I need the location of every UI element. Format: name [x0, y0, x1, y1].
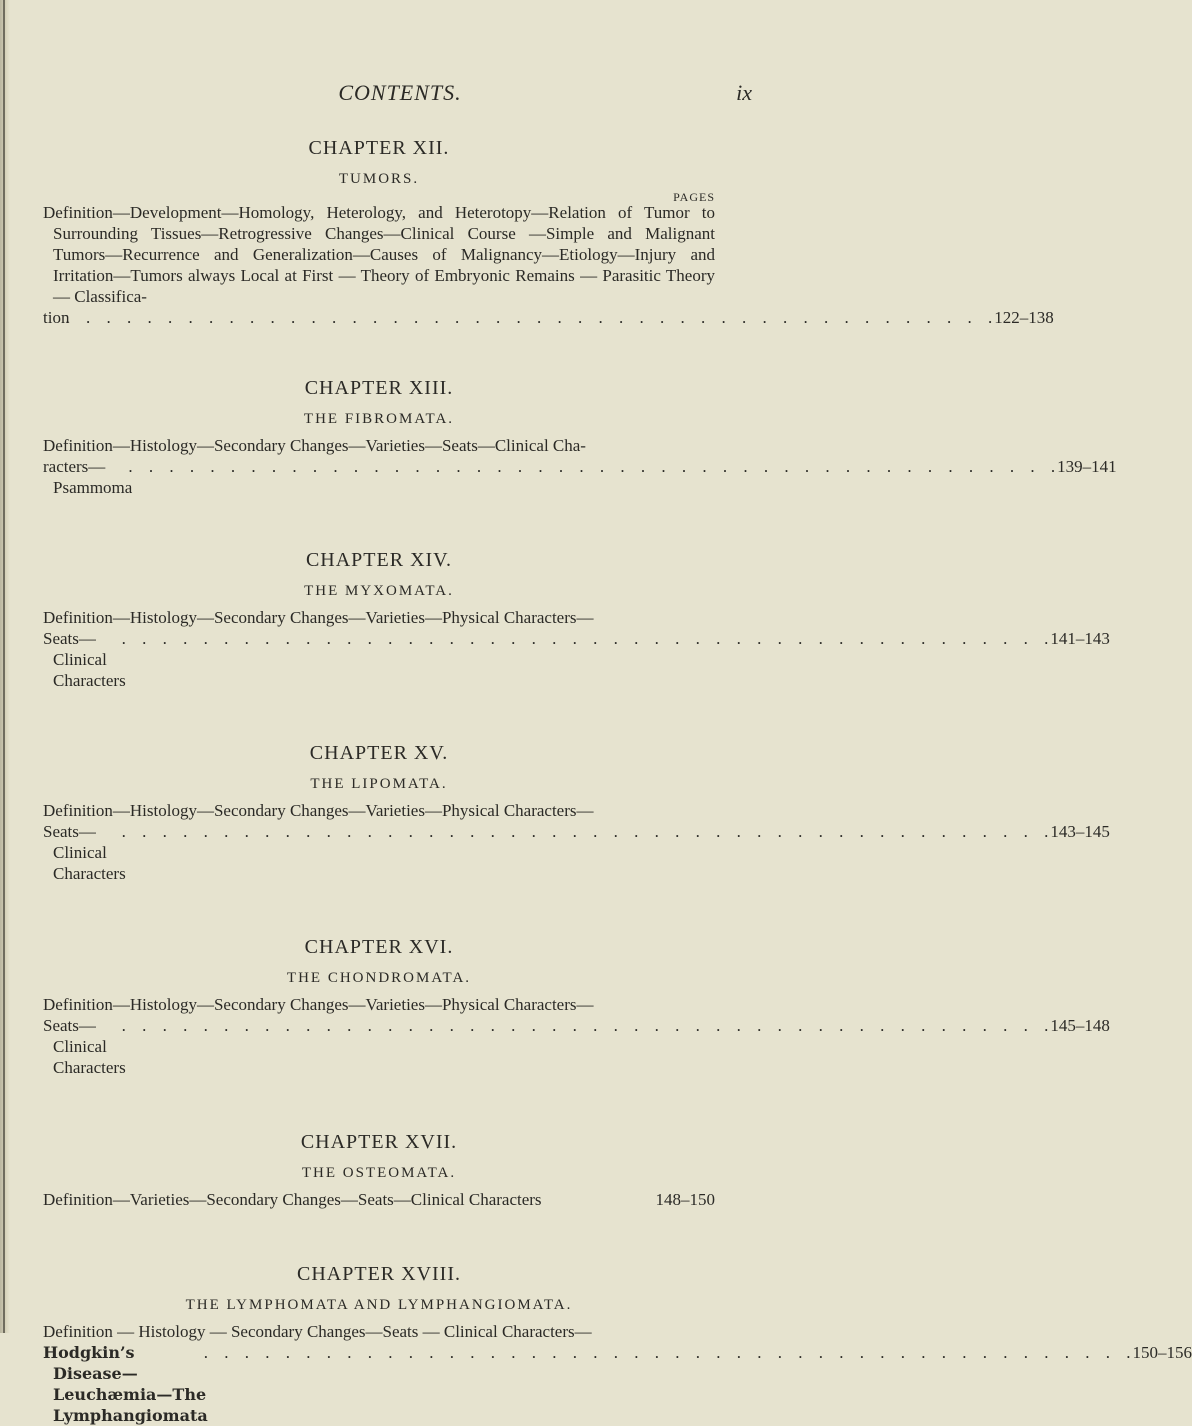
- chapter-subject: THE CHONDROMATA.: [286, 970, 472, 986]
- page-range: 141–143: [1050, 629, 1110, 648]
- leader-dots: . . . . . . . . . . . . . . . . . . . . . . . . . . . . . . . . . . . . . . . . . . . . . .: [121, 1016, 1055, 1035]
- leader-dots: . . . . . . . . . . . . . . . . . . . . . . . . . . . . . . . . . . . . . . . . . . . . . .: [65, 308, 999, 327]
- chapter-summary: Definition — Histology — Secondary Changes—Seats — Clinical Characters—: [43, 1322, 592, 1341]
- chapter-subject: THE LIPOMATA.: [310, 776, 448, 792]
- summary-last-line: Hodgkin’s Disease—Leuchæmia—The Lymphangiomata: [43, 1343, 208, 1425]
- chapter-page-line: [43, 1189, 715, 1210]
- chapter-title: CHAPTER XVII.: [300, 1131, 458, 1153]
- summary-last-line: Seats—Clinical Characters: [43, 629, 126, 690]
- chapter-subject: THE FIBROMATA.: [303, 411, 455, 427]
- summary-last-line: Seats—Clinical Characters: [43, 1016, 126, 1077]
- contents-body: [43, 135, 1192, 1426]
- page-range: 150–156: [1132, 1343, 1192, 1362]
- chapter-summary: Definition—Histology—Secondary Changes—Varieties—Physical Characters—: [43, 995, 594, 1014]
- chapter-subject: THE LYMPHOMATA AND LYMPHANGIOMATA.: [185, 1297, 573, 1313]
- chapter-xv: [43, 740, 1110, 884]
- chapter-page-line: [43, 1342, 1192, 1426]
- chapter-subject: THE OSTEOMATA.: [301, 1165, 457, 1181]
- page-range: 143–145: [1050, 822, 1110, 841]
- chapter-title: CHAPTER XV.: [309, 742, 449, 764]
- pages-column-label: PAGES: [673, 190, 715, 204]
- leader-dots: . . . . . . . . . . . . . . . . . . . . . . . . . . . . . . . . . . . . . . . . . . . . . .: [203, 1343, 1137, 1362]
- running-title: CONTENTS.: [338, 80, 462, 105]
- chapter-xiii: [43, 375, 1117, 498]
- summary-last-line: tion: [43, 308, 70, 327]
- chapter-title: CHAPTER XVIII.: [297, 1263, 461, 1285]
- chapter-xvii: [43, 1129, 715, 1210]
- leader-dots: . . . . . . . . . . . . . . . . . . . . . . . . . . . . . . . . . . . . . . . . . . . . . .: [121, 629, 1055, 648]
- spine-line: [3, 0, 5, 1333]
- chapter-xii: [43, 135, 1054, 328]
- page-range: 145–148: [1050, 1016, 1110, 1035]
- chapter-page-line: [43, 1015, 1110, 1078]
- leader-dots: . . . . . . . . . . . . . . . . . . . . . . . . . . . . . . . . . . . . . . . . . . . . . .: [121, 822, 1055, 841]
- chapter-page-line: [43, 821, 1110, 884]
- chapter-page-line: [43, 628, 1110, 691]
- chapter-xviii: [43, 1261, 1192, 1426]
- chapter-page-line: [43, 307, 1054, 328]
- page-range: 148–150: [655, 1190, 715, 1209]
- page-range: 139–141: [1057, 457, 1117, 476]
- chapter-summary: Definition—Histology—Secondary Changes—Varieties—Seats—Clinical Cha-: [43, 436, 586, 455]
- summary-last-line: Seats—Clinical Characters: [43, 822, 126, 883]
- chapter-subject: THE MYXOMATA.: [304, 583, 454, 599]
- summary-last-line: racters—Psammoma: [43, 457, 133, 497]
- page-range: 122–138: [994, 308, 1054, 327]
- chapter-page-line: [43, 456, 1117, 498]
- chapter-xvi: [43, 934, 1110, 1078]
- chapter-subject: TUMORS.: [338, 171, 420, 187]
- page-number: ix: [736, 80, 752, 105]
- chapter-summary: Definition—Histology—Secondary Changes—Varieties—Physical Characters—: [43, 608, 594, 627]
- chapter-summary: Definition—Development—Homology, Heterology, and Heterotopy—Relation of Tumor to Surrounding Tissues—Retrogressive Changes—Clinical Course —Simple and Malignant Tumors—Recurrence and Generalization—Causes of Malignancy—Etiology—Injury and Irritation—Tumors always Local at First — Theory of Embryonic Remains — Parasitic Theory — Classifica-: [43, 203, 715, 306]
- summary-last-line: Definition—Varieties—Secondary Changes—Seats—Clinical Characters: [43, 1190, 542, 1209]
- chapter-title: CHAPTER XII.: [308, 137, 450, 159]
- chapter-title: CHAPTER XIV.: [305, 549, 453, 571]
- chapter-summary: Definition—Histology—Secondary Changes—Varieties—Physical Characters—: [43, 801, 594, 820]
- leader-dots: . . . . . . . . . . . . . . . . . . . . . . . . . . . . . . . . . . . . . . . . . . . . . .: [128, 457, 1062, 476]
- chapter-title: CHAPTER XIII.: [304, 377, 454, 399]
- chapter-title: CHAPTER XVI.: [304, 936, 454, 958]
- chapter-xiv: [43, 547, 1110, 691]
- book-spine-edge: [0, 0, 10, 1333]
